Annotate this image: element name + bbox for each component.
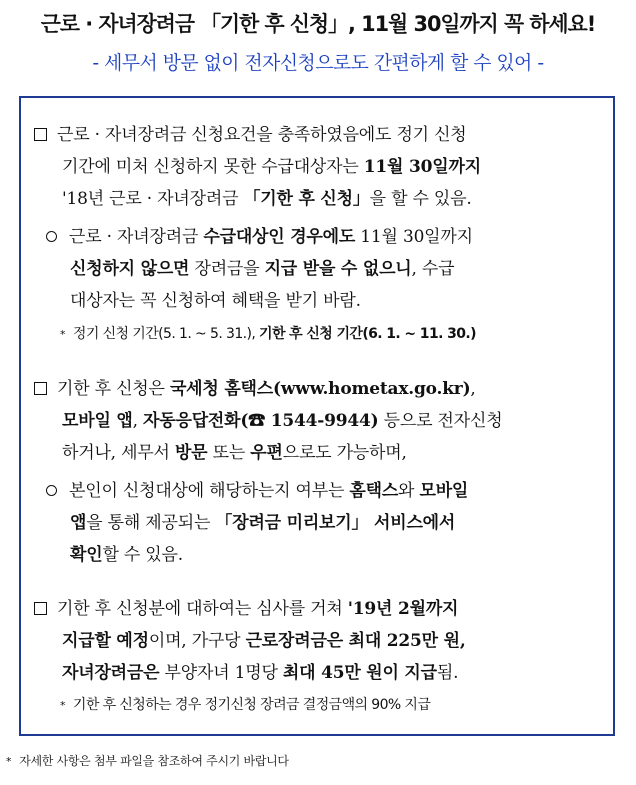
checkbox-square-icon — [34, 602, 47, 615]
circle-bullet-icon — [46, 231, 57, 242]
checkbox-square-icon — [34, 382, 47, 395]
section3-note: * 기한 후 신청하는 경우 정기신청 장려금 결정금액의 90% 지급 — [60, 697, 431, 713]
section2-line1: 기한 후 신청은 국세청 홈택스(www.hometax.go.kr), — [34, 374, 476, 399]
section1-line2: 기간에 미처 신청하지 못한 수급대상자는 11월 30일까지 — [62, 157, 481, 177]
section3-line3: 자녀장려금은 부양자녀 1명당 최대 45만 원이 지급됨. — [62, 663, 459, 683]
section2-line2: 모바일 앱, 자동응답전화(☎ 1544-9944) 등으로 전자신청 — [62, 411, 503, 431]
section2-sub-line3: 확인할 수 있음. — [70, 545, 183, 565]
section1-sub-line1: 근로 · 자녀장려금 수급대상인 경우에도 11월 30일까지 — [46, 222, 473, 247]
asterisk-icon: * — [60, 328, 65, 341]
section1-sub-line3: 대상자는 꼭 신청하여 혜택을 받기 바람. — [70, 291, 361, 311]
asterisk-icon: * — [60, 699, 65, 712]
section3-line1: 기한 후 신청분에 대하여는 심사를 거쳐 '19년 2월까지 — [34, 594, 458, 619]
section1-line1: 근로 · 자녀장려금 신청요건을 충족하였음에도 정기 신청 — [34, 120, 467, 145]
footer-note: * 자세한 사항은 첨부 파일을 참조하여 주시기 바랍니다 — [6, 754, 289, 768]
page-title: 근로 · 자녀장려금 「기한 후 신청」, 11월 30일까지 꼭 하세요! — [40, 12, 596, 36]
section1-line3: '18년 근로 · 자녀장려금 「기한 후 신청」을 할 수 있음. — [62, 189, 472, 209]
checkbox-square-icon — [34, 128, 47, 141]
section1-sub-line2: 신청하지 않으면 장려금을 지급 받을 수 없으니, 수급 — [70, 259, 455, 279]
section3-line2: 지급할 예정이며, 가구당 근로장려금은 최대 225만 원, — [62, 631, 466, 651]
section2-sub-line2: 앱을 통해 제공되는 「장려금 미리보기」 서비스에서 — [70, 513, 456, 533]
page-subtitle: - 세무서 방문 없이 전자신청으로도 간편하게 할 수 있어 - — [92, 52, 544, 74]
section2-line3: 하거나, 세무서 방문 또는 우편으로도 가능하며, — [62, 443, 407, 463]
asterisk-icon: * — [6, 755, 12, 768]
section1-note: * 정기 신청 기간(5. 1. ~ 5. 31.), 기한 후 신청 기간(6. 1. ~ 11. 30.) — [60, 326, 476, 342]
circle-bullet-icon — [46, 485, 57, 496]
section2-sub-line1: 본인이 신청대상에 해당하는지 여부는 홈택스와 모바일 — [46, 476, 468, 501]
